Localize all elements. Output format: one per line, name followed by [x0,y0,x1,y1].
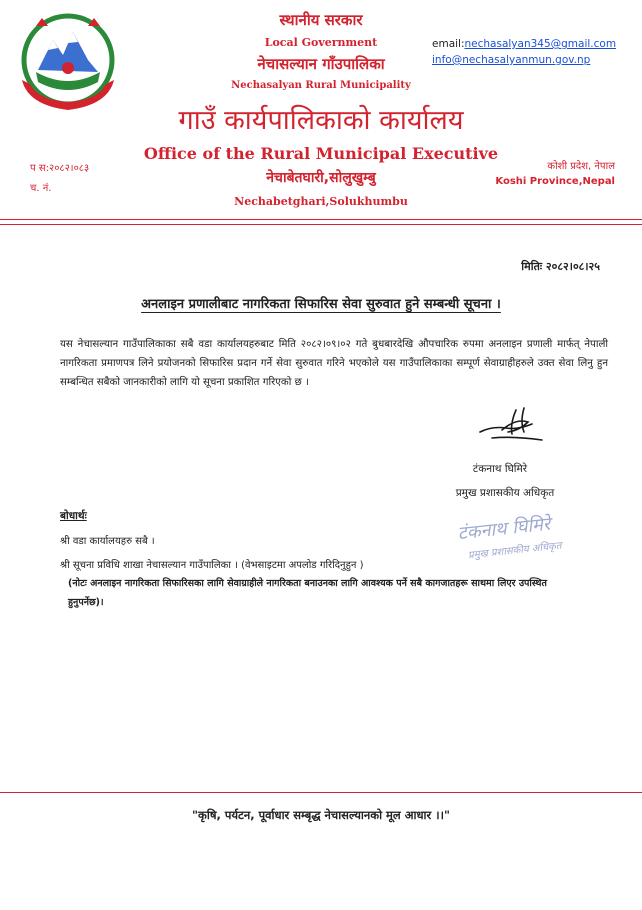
notice-body: यस नेचासल्यान गाउँपालिकाका सबै वडा कार्यालयहरुबाट मिति २०८२।०९।०२ गते बुधबारदेखि औपचारिक रुपमा अनलाइन प्रणाली मार्फत् नेपाली नागरिकता प्रमाणपत्र लिने प्रयोजनको सिफारिस प्रदान गर्ने सेवा सुरुवात गरिने भएकोले यस गाउँपालिकाका सम्पूर्ण सेवाग्राहीहरुले उक्त सेवा लिनु हुन सम्बन्धित सबैको जानकारीको लागि यो सूचना प्रकाशित गरिएको छ । [60,339,608,388]
header-local-government-np: स्थानीय सरकार [279,11,363,29]
header-office-np: गाउँ कार्यपालिकाको कार्यालय [178,105,464,136]
signature-icon [472,400,552,450]
notice-date: मितिः २०८२।०८।२५ [521,260,600,273]
email-link-gmail[interactable]: nechasalyan345@gmail.com [464,38,617,50]
header-divider-double [0,224,642,225]
email-link-official[interactable]: info@nechasalyanmun.gov.np [432,54,591,66]
signatory-title: प्रमुख प्रशासकीय अधिकृत [455,487,555,499]
cc-heading: बोधार्थः [60,510,87,522]
header-divider [0,219,642,220]
contact-block [432,36,616,68]
header-municipality-np: नेचासल्यान गाँउपालिका [257,55,385,73]
notice-subject [0,294,642,312]
signatory-name: टंकनाथ घिमिरे [472,463,528,475]
header-address-np: नेचाबेतघारी,सोलुखुम्बु [266,170,376,186]
province-np: कोशी प्रदेश, नेपाल [547,161,615,172]
header-office-en: Office of the Rural Municipal Executive [143,144,499,163]
cc-item-wards: श्री वडा कार्यालयहरु सबै । [60,536,155,547]
header-municipality-en: Nechasalyan Rural Municipality [231,80,411,91]
official-stamp [448,503,588,563]
chalani-number: च. नं. [30,183,52,194]
header-address-en: Nechabetghari,Solukhumbu [234,195,408,208]
cc-item-it-section: श्री सूचना प्रविधि शाखा नेचासल्यान गाउँपालिका । (वेभसाइटमा अपलोड गरिदिनुहुन ) [60,560,364,571]
patra-sankhya: प स:२०८२।०८३ [30,163,90,174]
footer-motto: "कृषि, पर्यटन, पूर्वाधार सम्बृद्ध नेचासल्यानको मूल आधार ।।" [192,808,450,822]
stamp-title-text: प्रमुख प्रशासकीय अधिकृत [467,540,563,562]
notice-subject-text: अनलाइन प्रणालीबाट नागरिकता सिफारिस सेवा सुरुवात हुने सम्बन्धी सूचना । [141,297,501,312]
stamp-name-text: टंकनाथ घिमिरे [456,513,552,545]
notice-note: (नोटः अनलाइन नागरिकता सिफारिसका लागि सेवाग्राहीले नागरिकता बनाउनका लागि आवश्यक पर्ने सबै कागजातहरू साथमा लिएर उपस्थित हुनुपर्नेछ)। [68,578,547,608]
province-en: Koshi Province,Nepal [495,176,615,187]
footer-divider [0,792,642,793]
header-local-government-en: Local Government [264,36,378,49]
email-label: email: [432,38,465,50]
